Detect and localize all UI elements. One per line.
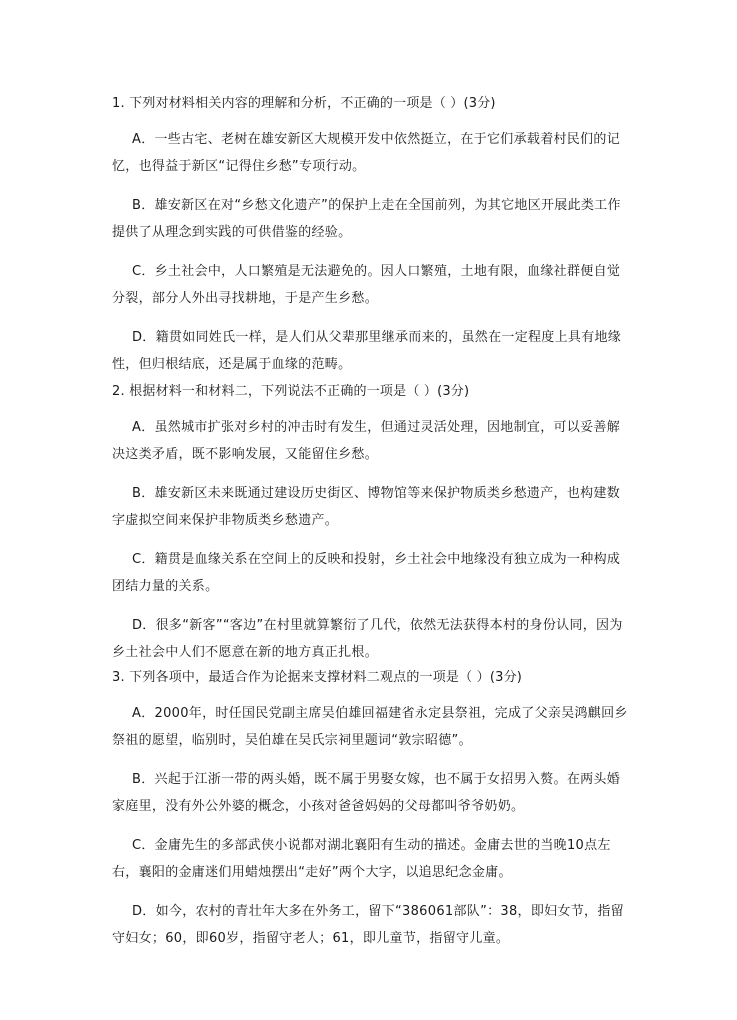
option-c: C．籍贯是血缘关系在空间上的反映和投射，乡土社会中地缘没有独立成为一种构成团结力量的关系。 xyxy=(112,552,621,594)
option-a: A．2000年，时任国民党副主席吴伯雄回福建省永定县祭祖，完成了父亲吴鸿麒回乡祭祖的愿望，临别时，吴伯雄在吴氏宗祠里题词“敦宗昭德”。 xyxy=(112,706,628,748)
option-b: B．雄安新区未来既通过建设历史街区、博物馆等来保护物质类乡愁遗产，也构建数字虚拟空间来保护非物质类乡愁遗产。 xyxy=(112,486,621,528)
question-stem: 1. 下列对材料相关内容的理解和分析，不正确的一项是（ ）(3分) xyxy=(112,96,496,111)
option-b: B．兴起于江浙一带的两头婚，既不属于男娶女嫁，也不属于女招男入赘。在两头婚家庭里，没有外公外婆的概念，小孩对爸爸妈妈的父母都叫爷爷奶奶。 xyxy=(112,772,621,814)
question-1 xyxy=(112,94,632,378)
question-2 xyxy=(112,382,632,666)
option-c: C．金庸先生的多部武侠小说都对湖北襄阳有生动的描述。金庸去世的当晚10点左右，襄阳的金庸迷们用蜡烛摆出“走好”两个大字，以追思纪念金庸。 xyxy=(112,838,611,880)
question-stem: 3. 下列各项中，最适合作为论据来支撑材料二观点的一项是（ ）(3分) xyxy=(112,670,523,685)
option-b: B．雄安新区在对“乡愁文化遗产”的保护上走在全国前列，为其它地区开展此类工作提供了从理念到实践的可供借鉴的经验。 xyxy=(112,198,621,240)
option-c: C．乡土社会中，人口繁殖是无法避免的。因人口繁殖，土地有限，血缘社群便自觉分裂，部分人外出寻找耕地，于是产生乡愁。 xyxy=(112,264,621,306)
option-a: A．虽然城市扩张对乡村的冲击时有发生，但通过灵活处理，因地制宜，可以妥善解决这类矛盾，既不影响发展，又能留住乡愁。 xyxy=(112,420,620,462)
option-d: D．籍贯如同姓氏一样，是人们从父辈那里继承而来的，虽然在一定程度上具有地缘性，但归根结底，还是属于血缘的范畴。 xyxy=(112,330,622,372)
option-a: A．一些古宅、老树在雄安新区大规模开发中依然挺立，在于它们承载着村民们的记忆，也得益于新区“记得住乡愁”专项行动。 xyxy=(112,132,620,174)
question-3 xyxy=(112,668,632,952)
option-d: D．很多“新客”“客边”在村里就算繁衍了几代，依然无法获得本村的身份认同，因为乡土社会中人们不愿意在新的地方真正扎根。 xyxy=(112,618,623,660)
question-stem: 2. 根据材料一和材料二，下列说法不正确的一项是（ ）(3分) xyxy=(112,384,470,399)
option-d: D．如今，农村的青壮年大多在外务工，留下“386061部队”：38，即妇女节，指留守妇女；60，即60岁，指留守老人；61，即儿童节，指留守儿童。 xyxy=(112,904,624,946)
